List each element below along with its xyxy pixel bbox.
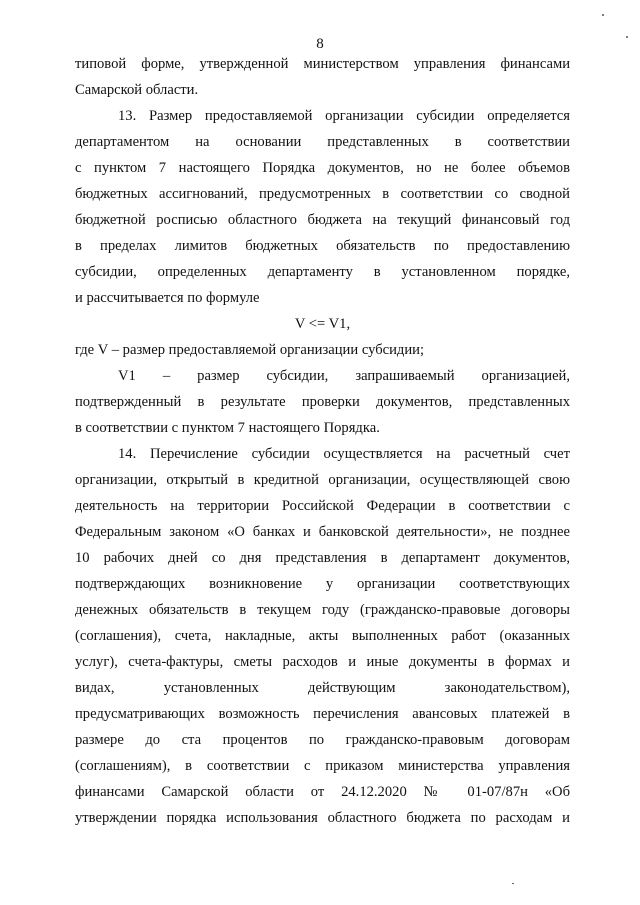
text-line: предусматривающих возможность перечисления авансовых платежей в <box>75 706 570 722</box>
paragraph-first-line: 14. Перечисление субсидии осуществляется на расчетный счет <box>118 446 570 462</box>
text-line: подтвержденный в результате проверки документов, представленных <box>75 394 570 410</box>
text-line: и рассчитывается по формуле <box>75 290 260 306</box>
paragraph-first-line: 13. Размер предоставляемой организации субсидии определяется <box>118 108 570 124</box>
text-line: (соглашениям), в соответствии с приказом министерства управления <box>75 758 570 774</box>
text-line: Федеральным законом «О банках и банковской деятельности», не позднее <box>75 524 570 540</box>
text-line: с пунктом 7 настоящего Порядка документов, но не более объемов <box>75 160 570 176</box>
paragraph-first-line: V1 – размер субсидии, запрашиваемый организацией, <box>118 368 570 384</box>
text-line: деятельность на территории Российской Федерации в соответствии с <box>75 498 570 514</box>
text-line: утверждении порядка использования областного бюджета по расходам и <box>75 810 570 826</box>
scan-speck <box>626 36 628 38</box>
text-line: денежных обязательств в текущем году (гражданско-правовые договоры <box>75 602 570 618</box>
formula: V <= V1, <box>294 316 351 332</box>
text-line: бюджетных ассигнований, предусмотренных в соответствии со сводной <box>75 186 570 202</box>
text-line: финансами Самарской области от 24.12.2020 № 01-07/87н «Об <box>75 784 570 800</box>
text-line: бюджетной росписью областного бюджета на текущий финансовый год <box>75 212 570 228</box>
scan-speck <box>512 883 514 884</box>
text-line: услуг), счета-фактуры, сметы расходов и иные документы в формах и <box>75 654 570 670</box>
text-line: Самарской области. <box>75 82 199 98</box>
text-line: 10 рабочих дней со дня представления в департамент документов, <box>75 550 570 566</box>
text-line: департаментом на основании представленных в соответствии <box>75 134 570 150</box>
scan-speck <box>602 14 604 16</box>
text-line: организации, открытый в кредитной организации, осуществляющей свою <box>75 472 570 488</box>
text-line: (соглашения), счета, накладные, акты выполненных работ (оказанных <box>75 628 570 644</box>
page-number: 8 <box>316 36 324 52</box>
text-line: видах, установленных действующим законодательством), <box>75 680 570 696</box>
text-line: в пределах лимитов бюджетных обязательств по предоставлению <box>75 238 570 254</box>
text-line: субсидии, определенных департаменту в установленном порядке, <box>75 264 570 280</box>
text-line: размере до ста процентов по гражданско-правовым договорам <box>75 732 570 748</box>
text-line: типовой форме, утвержденной министерством управления финансами <box>75 56 570 72</box>
text-line: в соответствии с пунктом 7 настоящего Порядка. <box>75 420 380 436</box>
text-line: где V – размер предоставляемой организации субсидии; <box>75 342 425 358</box>
text-line: подтверждающих возникновение у организации соответствующих <box>75 576 570 592</box>
